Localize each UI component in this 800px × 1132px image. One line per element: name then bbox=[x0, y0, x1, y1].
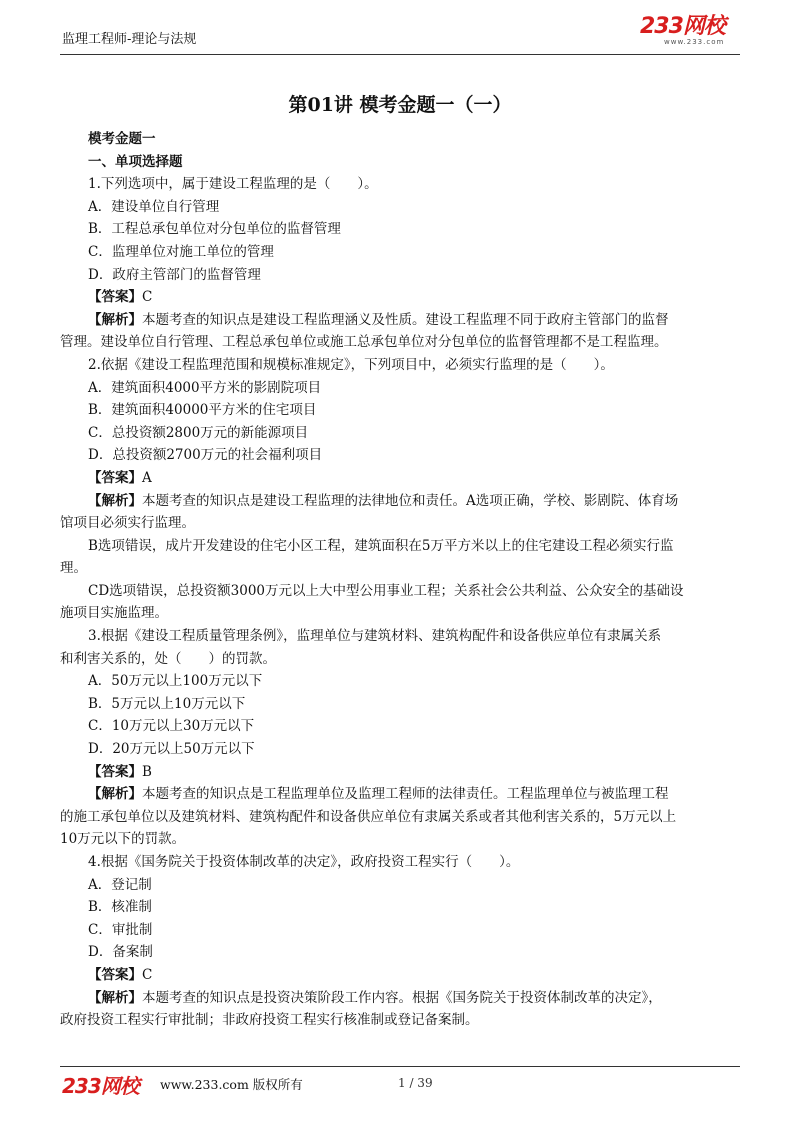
text-line bbox=[60, 828, 740, 851]
analysis-line bbox=[88, 783, 740, 806]
text-line bbox=[88, 444, 740, 467]
analysis-line bbox=[88, 761, 740, 784]
text-line bbox=[88, 241, 740, 264]
text-line bbox=[60, 648, 740, 671]
logo-text: 233网校 bbox=[640, 14, 725, 39]
line-text: CD选项错误，总投资额3000万元以上大中型公用事业工程；关系社会公共利益、公众安全的基础设 bbox=[88, 582, 684, 599]
line-text: 政府投资工程实行审批制；非政府投资工程实行核准制或登记备案制。 bbox=[60, 1012, 479, 1029]
line-label: 【解析】 bbox=[88, 311, 142, 328]
text-line bbox=[88, 941, 740, 964]
line-label: 【答案】 bbox=[88, 289, 142, 306]
line-text: D．总投资额2700万元的社会福利项目 bbox=[88, 447, 323, 464]
footer-logo[interactable]: 233网校 bbox=[62, 1074, 139, 1098]
line-text: C．总投资额2800万元的新能源项目 bbox=[88, 424, 309, 441]
page-indicator: 1 / 39 bbox=[398, 1076, 433, 1090]
text-line bbox=[88, 625, 740, 648]
line-text: B选项错误，成片开发建设的住宅小区工程，建筑面积在5万平方米以上的住宅建设工程必须实行监 bbox=[88, 537, 674, 554]
page-title: 第01讲 模考金题一（一） bbox=[288, 94, 512, 116]
text-line bbox=[88, 264, 740, 287]
text-line bbox=[60, 512, 740, 535]
analysis-line bbox=[88, 964, 740, 987]
line-text: 和利害关系的，处（ ）的罚款。 bbox=[60, 650, 276, 667]
line-text: 2.依据《建设工程监理范围和规模标准规定》，下列项目中，必须实行监理的是（ ）。 bbox=[88, 356, 614, 373]
text-line bbox=[88, 580, 740, 603]
text-line bbox=[60, 602, 740, 625]
footer-divider bbox=[60, 1066, 740, 1067]
analysis-line bbox=[88, 987, 740, 1010]
line-text: A．建设单位自行管理 bbox=[88, 198, 220, 215]
section-title: 模考金题一 bbox=[88, 131, 156, 147]
text-line bbox=[88, 422, 740, 445]
line-text: 理。 bbox=[60, 560, 87, 577]
text-line bbox=[88, 851, 740, 874]
line-text: B．核准制 bbox=[88, 899, 152, 916]
line-text: C．10万元以上30万元以下 bbox=[88, 718, 255, 735]
line-label: 【解析】 bbox=[88, 492, 142, 509]
line-label: 【答案】 bbox=[88, 469, 142, 486]
analysis-line bbox=[88, 309, 740, 332]
line-text: 10万元以下的罚款。 bbox=[60, 831, 186, 848]
line-text: 施项目实施监理。 bbox=[60, 605, 168, 622]
line-text: A bbox=[142, 469, 152, 486]
line-text: 本题考查的知识点是建设工程监理的法律地位和责任。A选项正确，学校、影剧院、体育场 bbox=[142, 492, 679, 509]
line-text: 1.下列选项中，属于建设工程监理的是（ ）。 bbox=[88, 176, 378, 193]
text-line bbox=[88, 874, 740, 897]
text-line bbox=[60, 1009, 740, 1032]
brand-logo[interactable] bbox=[640, 16, 740, 46]
line-text: B bbox=[142, 763, 152, 780]
text-line bbox=[60, 557, 740, 580]
line-text: 管理。建设单位自行管理、工程总承包单位或施工总承包单位对分包单位的监督管理都不是工程监理。 bbox=[60, 334, 668, 351]
line-text: D．政府主管部门的监督管理 bbox=[88, 266, 261, 283]
analysis-line bbox=[88, 490, 740, 513]
footer-copyright: www.233.com 版权所有 bbox=[160, 1077, 303, 1092]
line-text: 的施工承包单位以及建筑材料、建筑构配件和设备供应单位有隶属关系或者其他利害关系的，5万元以上 bbox=[60, 808, 677, 825]
text-line bbox=[88, 535, 740, 558]
line-text: A．建筑面积4000平方米的影剧院项目 bbox=[88, 379, 322, 396]
line-text: 馆项目必须实行监理。 bbox=[60, 515, 195, 532]
line-text: C．审批制 bbox=[88, 921, 153, 938]
line-text: A．登记制 bbox=[88, 876, 152, 893]
line-text: D．备案制 bbox=[88, 944, 153, 961]
logo-url: www.233.com bbox=[664, 38, 725, 46]
document-body bbox=[60, 128, 740, 1032]
line-text: C bbox=[142, 289, 153, 306]
line-text: B．工程总承包单位对分包单位的监督管理 bbox=[88, 221, 341, 238]
line-text: D．20万元以上50万元以下 bbox=[88, 741, 255, 758]
question-lines bbox=[60, 173, 740, 1032]
text-line bbox=[88, 399, 740, 422]
line-text: C bbox=[142, 966, 153, 983]
line-label: 【答案】 bbox=[88, 966, 142, 983]
line-label: 【答案】 bbox=[88, 763, 142, 780]
line-text: 本题考查的知识点是建设工程监理涵义及性质。建设工程监理不同于政府主管部门的监督 bbox=[142, 311, 669, 328]
line-text: C．监理单位对施工单位的管理 bbox=[88, 243, 274, 260]
text-line bbox=[88, 738, 740, 761]
text-line bbox=[88, 354, 740, 377]
text-line bbox=[88, 919, 740, 942]
text-line bbox=[88, 218, 740, 241]
text-line bbox=[88, 670, 740, 693]
line-text: 本题考查的知识点是工程监理单位及监理工程师的法律责任。工程监理单位与被监理工程 bbox=[142, 786, 669, 803]
text-line bbox=[60, 806, 740, 829]
text-line bbox=[88, 693, 740, 716]
text-line bbox=[88, 715, 740, 738]
line-text: B．5万元以上10万元以下 bbox=[88, 695, 246, 712]
analysis-line bbox=[88, 286, 740, 309]
text-line bbox=[88, 896, 740, 919]
line-label: 【解析】 bbox=[88, 989, 142, 1006]
header-title: 监理工程师-理论与法规 bbox=[62, 32, 197, 47]
line-text: B．建筑面积40000平方米的住宅项目 bbox=[88, 402, 317, 419]
text-line bbox=[60, 331, 740, 354]
header-divider bbox=[60, 54, 740, 55]
subsection-title: 一、单项选择题 bbox=[88, 153, 183, 170]
text-line bbox=[88, 377, 740, 400]
line-text: 本题考查的知识点是投资决策阶段工作内容。根据《国务院关于投资体制改革的决定》， bbox=[142, 989, 662, 1006]
line-text: A．50万元以上100万元以下 bbox=[88, 673, 263, 690]
line-label: 【解析】 bbox=[88, 786, 142, 803]
text-line bbox=[88, 196, 740, 219]
line-text: 4.根据《国务院关于投资体制改革的决定》，政府投资工程实行（ ）。 bbox=[88, 854, 520, 870]
analysis-line bbox=[88, 467, 740, 490]
line-text: 3.根据《建设工程质量管理条例》，监理单位与建筑材料、建筑构配件和设备供应单位有隶属关系 bbox=[88, 628, 662, 645]
text-line bbox=[88, 173, 740, 196]
